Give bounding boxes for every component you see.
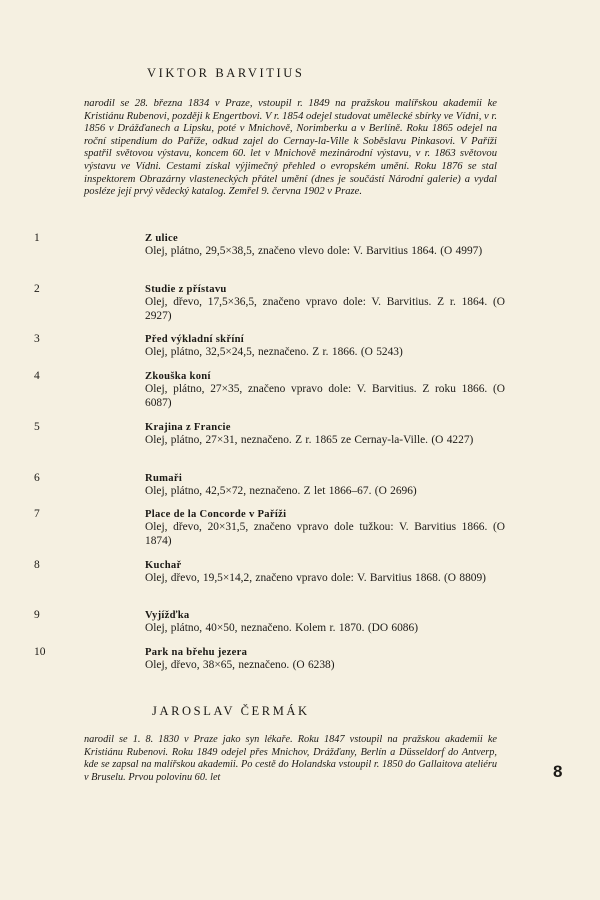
entry-title: Před výkladní skříní xyxy=(145,334,245,345)
entry-number: 9 xyxy=(34,609,40,621)
entry-description: Olej, plátno, 40×50, neznačeno. Kolem r. 1870. (DO 6086) xyxy=(145,622,418,634)
entry-title: Rumaři xyxy=(145,473,183,484)
entry-description: Olej, dřevo, 38×65, neznačeno. (O 6238) xyxy=(145,659,335,671)
entry-title: Z ulice xyxy=(145,233,178,244)
entry-number: 4 xyxy=(34,370,40,382)
entry-description: Olej, plátno, 29,5×38,5, značeno vlevo dole: V. Barvitius 1864. (O 4997) xyxy=(145,245,483,257)
entry-number: 6 xyxy=(34,472,40,484)
entry-number: 8 xyxy=(34,559,40,571)
entry-description: Olej, plátno, 27×31, neznačeno. Z r. 1865 ze Cernay-la-Ville. (O 4227) xyxy=(145,434,474,446)
entry-description: Olej, plátno, 42,5×72, neznačeno. Z let 1866–67. (O 2696) xyxy=(145,485,417,497)
entry-title: Kuchař xyxy=(145,560,182,571)
entry-title: Park na břehu jezera xyxy=(145,647,248,658)
artist-heading-barvitius: VIKTOR BARVITIUS xyxy=(147,66,305,80)
entry-title: Studie z přístavu xyxy=(145,284,227,295)
entry-number: 2 xyxy=(34,283,40,295)
entry-number: 1 xyxy=(34,232,40,244)
entry-title: Krajina z Francie xyxy=(145,422,231,433)
entry-number: 5 xyxy=(34,421,40,433)
entry-description: Olej, plátno, 27×35, značeno vpravo dole: V. Barvitius. Z roku 1866. (O 6087) xyxy=(145,383,505,409)
artist-bio-barvitius: narodil se 28. března 1834 v Praze, vstoupil r. 1849 na pražskou malířskou akademii ke Kristiánu Rubenovi, později k Engertbovi. V r. 1854 odejel studovat umělecké sbírky ve Vídni, v r. 1856 v Drážďanech a Lipsku, poté v Mnichově, Norimberku a v Berlíně. Roku 1865 odejel na roční stipendium do Paříže, odkud zajel do Cernay-la-Ville k Soběslavu Pinkasovi. V Paříži spatřil světovou výstavu, koncem 60. let v Mnichově mezinárodní výstavu, v r. 1863 světovou výstavu ve Vídni. Cestami získal výjimečný přehled o evropském umění. Roku 1876 se stal inspektorem Obrazárny vlasteneckých přátel umění (dnes je součástí Národní galerie) a vydal posléze její prvý vědecký katalog. Zemřel 9. června 1902 v Praze. xyxy=(84,98,497,198)
entry-number: 7 xyxy=(34,508,40,520)
entry-title: Vyjížďka xyxy=(145,610,190,621)
artist-heading-cermak: JAROSLAV ČERMÁK xyxy=(152,704,310,718)
entry-title: Zkouška koní xyxy=(145,371,211,382)
entry-number: 10 xyxy=(34,646,46,658)
entry-description: Olej, plátno, 32,5×24,5, neznačeno. Z r. 1866. (O 5243) xyxy=(145,346,403,358)
page-number: 8 xyxy=(553,762,563,781)
entry-description: Olej, dřevo, 20×31,5, značeno vpravo dole tužkou: V. Barvitius 1866. (O 1874) xyxy=(145,521,505,547)
artist-bio-cermak: narodil se 1. 8. 1830 v Praze jako syn lékaře. Roku 1847 vstoupil na pražskou akademii ke Kristiánu Rubenovi. Roku 1849 odejel přes Mnichov, Drážďany, Berlín a Düsseldorf do Antverp, kde se zapsal na malířskou akademii. Po cestě do Holandska vstoupil r. 1850 do Gallaitova ateliéru v Bruselu. Prvou polovinu 60. let xyxy=(84,734,497,783)
entry-number: 3 xyxy=(34,333,40,345)
entry-description: Olej, dřevo, 19,5×14,2, značeno vpravo dole: V. Barvitius 1868. (O 8809) xyxy=(145,572,486,584)
entry-title: Place de la Concorde v Paříži xyxy=(145,509,287,520)
entry-description: Olej, dřevo, 17,5×36,5, značeno vpravo dole: V. Barvitius. Z r. 1864. (O 2927) xyxy=(145,296,505,322)
